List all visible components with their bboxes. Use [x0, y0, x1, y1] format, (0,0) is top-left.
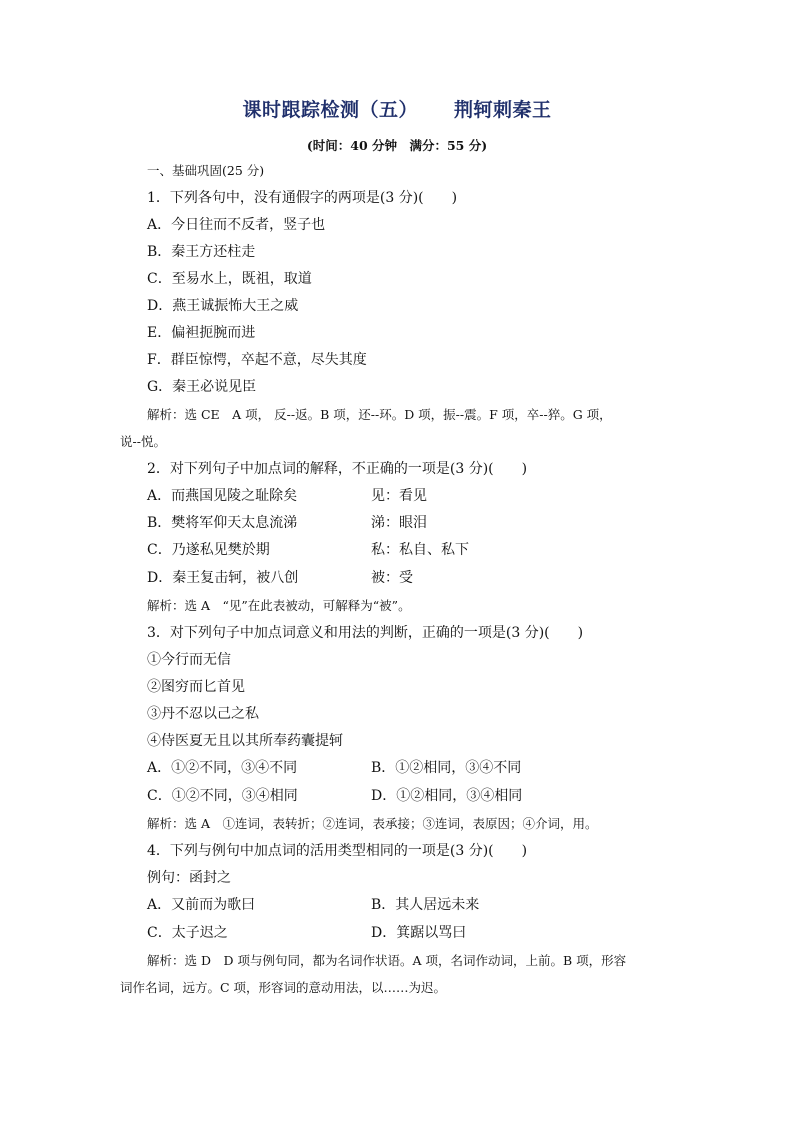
q3-item-1: ①今行而无信: [147, 652, 231, 668]
q3-item-4: ④侍医夏无且以其所奉药囊提轲: [147, 733, 343, 749]
q4-analysis-line-2: 词作名词，远方。C 项，形容词的意动用法，以……为迟。: [120, 980, 447, 995]
q3-option-d: D．①②相同，③④相同: [371, 788, 523, 804]
q3-option-b: B．①②相同，③④不同: [371, 760, 522, 776]
question-2-stem: 2．对下列句子中加点词的解释，不正确的一项是(3 分)( ): [147, 461, 528, 477]
q2-row-a-gloss: 见：看见: [371, 488, 427, 504]
q1-option-g: G．秦王必说见臣: [147, 379, 257, 395]
q2-row-b-sentence: B．樊将军仰天太息流涕: [147, 515, 298, 531]
q3-item-3: ③丹不忍以己之私: [147, 706, 259, 722]
q1-option-d: D．燕王诚振怖大王之威: [147, 298, 299, 314]
q1-option-c: C．至易水上，既祖，取道: [147, 271, 312, 287]
q2-row-d-sentence: D．秦王复击轲，被八创: [147, 570, 299, 586]
q2-analysis: 解析：选 A “见”在此表被动，可解释为“被”。: [147, 598, 411, 613]
q4-option-d: D．箕踞以骂曰: [371, 925, 467, 941]
title-main: 课时跟踪检测（五）: [242, 99, 418, 121]
title-sub: 荆轲刺秦王: [454, 99, 552, 121]
question-1-stem: 1．下列各句中，没有通假字的两项是(3 分)( ): [147, 190, 458, 206]
question-4-stem: 4．下列与例句中加点词的活用类型相同的一项是(3 分)( ): [147, 843, 528, 859]
question-3-stem: 3．对下列句子中加点词意义和用法的判断，正确的一项是(3 分)( ): [147, 625, 584, 641]
q2-row-c-gloss: 私：私自、私下: [371, 542, 469, 558]
q4-example: 例句：函封之: [147, 870, 231, 886]
q1-analysis-line-1: 解析：选 CE A 项， 反--返。B 项，还--环。D 项，振--震。F 项，卒--猝。G 项，: [147, 407, 612, 422]
q1-option-b: B．秦王方还柱走: [147, 244, 256, 260]
page-title: [0, 95, 794, 122]
q3-analysis: 解析：选 A ①连词，表转折；②连词，表承接；③连词，表原因；④介词，用。: [147, 816, 598, 831]
q3-option-c: C．①②不同，③④相同: [147, 788, 298, 804]
q2-row-c-sentence: C．乃遂私见樊於期: [147, 542, 270, 558]
q1-option-e: E．偏袒扼腕而进: [147, 325, 256, 341]
q1-option-f: F．群臣惊愕，卒起不意，尽失其度: [147, 352, 367, 368]
q1-option-a: A．今日往而不反者，竖子也: [147, 217, 326, 233]
q2-row-d-gloss: 被：受: [371, 570, 413, 586]
section-heading: 一、基础巩固(25 分): [147, 163, 265, 178]
q4-option-b: B．其人居远未来: [371, 897, 480, 913]
q2-row-a-sentence: A．而燕国见陵之耻除矣: [147, 488, 298, 504]
q2-row-b-gloss: 涕：眼泪: [371, 515, 427, 531]
q3-option-a: A．①②不同，③④不同: [147, 760, 298, 776]
q4-option-a: A．又前而为歌曰: [147, 897, 256, 913]
q1-analysis-line-2: 说--悦。: [120, 434, 166, 449]
q3-item-2: ②图穷而匕首见: [147, 679, 245, 695]
exam-info: (时间：40 分钟 满分：55 分): [306, 138, 488, 153]
q4-option-c: C．太子迟之: [147, 925, 228, 941]
q4-analysis-line-1: 解析：选 D D 项与例句同，都为名词作状语。A 项，名词作动词，上前。B 项，形容: [147, 953, 627, 968]
